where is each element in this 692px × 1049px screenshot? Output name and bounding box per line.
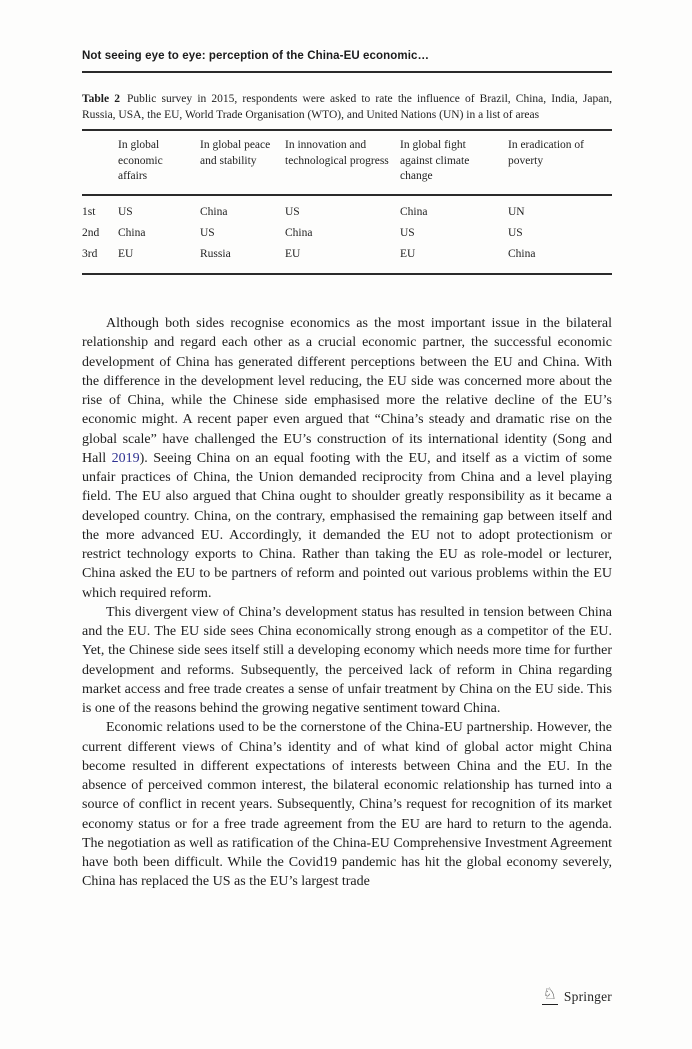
value-cell: EU [400, 248, 416, 261]
running-head-rule [82, 71, 612, 73]
springer-knight-icon: ♘ [542, 986, 557, 1003]
paragraph-1 [82, 314, 612, 603]
running-head: Not seeing eye to eye: perception of the China-EU economic… [82, 50, 430, 62]
rank-cell: 1st [82, 206, 96, 219]
table-header-row [82, 130, 612, 196]
paragraph-1-text-after: ). Seeing China on an equal footing with the EU, and itself as a victim of some unfair practices of China, the Union demanded reciprocity from China and a level playing field. The EU also argued that China ought to shoulder greatly responsibility as it became a developed country. China, on the contrary, emphasised the remaining gap between itself and the more advanced EU. Accordingly, it demanded the EU not to adopt protectionism or restrict technology exports to China. Rather than taking the EU as role-model or lecturer, China asked the EU to be partners of reform and pointed out various problems within the EU which required reform. [82, 450, 612, 601]
table-row [82, 223, 612, 244]
col-header-rank-empty [82, 130, 118, 196]
rank-cell: 2nd [82, 227, 100, 240]
value-cell: US [400, 227, 415, 240]
table-row [82, 195, 612, 223]
col-header-poverty-eradication: In eradication of poverty [508, 130, 612, 196]
value-cell: EU [118, 248, 134, 261]
value-cell: China [285, 227, 313, 240]
publisher-name: Springer [563, 989, 612, 1004]
paragraph-3: Economic relations used to be the cornerstone of the China-EU partnership. However, the current different views of China’s identity and of what kind of global actor might China become resulted in different expectations of interests between China and the EU. In the absence of perceived common interest, the bilateral economic relationship has turned into a source of conflict in recent years. Subsequently, China’s request for recognition of its market economy status or for a free trade agreement from the EU are hard to return to the agenda. The negotiation as well as ratification of the China-EU Comprehensive Investment Agreement have both been difficult. While the Covid19 pandemic has hit the global economy severely, China has replaced the US as the EU’s largest trade [82, 720, 612, 890]
value-cell: US [118, 206, 133, 219]
table-caption [82, 91, 612, 124]
table-caption-text: Public survey in 2015, respondents were asked to rate the influence of Brazil, China, India, Japan, Russia, USA, the EU, World Trade Organisation (WTO), and United Nations (UN) in a list of areas [82, 93, 612, 122]
citation-link-2019[interactable]: 2019 [111, 450, 140, 466]
value-cell: EU [285, 248, 301, 261]
value-cell: Russia [200, 248, 231, 261]
page-content [82, 50, 612, 892]
value-cell: China [400, 206, 428, 219]
paragraph-1-text-before: Although both sides recognise economics as the most important issue in the bilateral relationship and regard each other as a crucial economic partner, the successful economic development of China has generated different perceptions between the EU and China. With the difference in the development level reducing, the EU side was concerned more about the rise of China, while the Chinese side emphasised more the relative decline of the EU’s economic might. A recent paper even argued that “China’s steady and dramatic rise on the global scale” have challenged the EU’s construction of its international identity (Song and Hall [82, 316, 612, 466]
table-row [82, 244, 612, 274]
col-header-innovation-progress: In innovation and technological progress [285, 130, 400, 196]
rank-cell: 3rd [82, 248, 98, 261]
table-caption-label: Table 2 [82, 93, 120, 105]
value-cell: China [508, 248, 536, 261]
value-cell: China [200, 206, 228, 219]
col-header-economic-affairs: In global economic affairs [118, 130, 200, 196]
value-cell: US [508, 227, 523, 240]
col-header-climate-change: In global fight against climate change [400, 130, 508, 196]
value-cell: US [285, 206, 300, 219]
value-cell: US [200, 227, 215, 240]
paragraph-2: This divergent view of China’s development status has resulted in tension between China and the EU. The EU side sees China economically strong enough as a competitor of the EU. Yet, the Chinese side sees itself still a developing economy which needs more time for further development and reforms. Subsequently, the perceived lack of reform in China regarding market access and free trade creates a sense of unfair treatment by China on the EU side. This is one of the reasons behind the growing negative sentiment toward China. [82, 604, 612, 717]
value-cell: China [118, 227, 146, 240]
value-cell: UN [508, 206, 525, 219]
article-body [82, 314, 612, 892]
col-header-peace-stability: In global peace and stability [200, 130, 285, 196]
publisher-footer [542, 987, 612, 1005]
table-2 [82, 129, 612, 275]
